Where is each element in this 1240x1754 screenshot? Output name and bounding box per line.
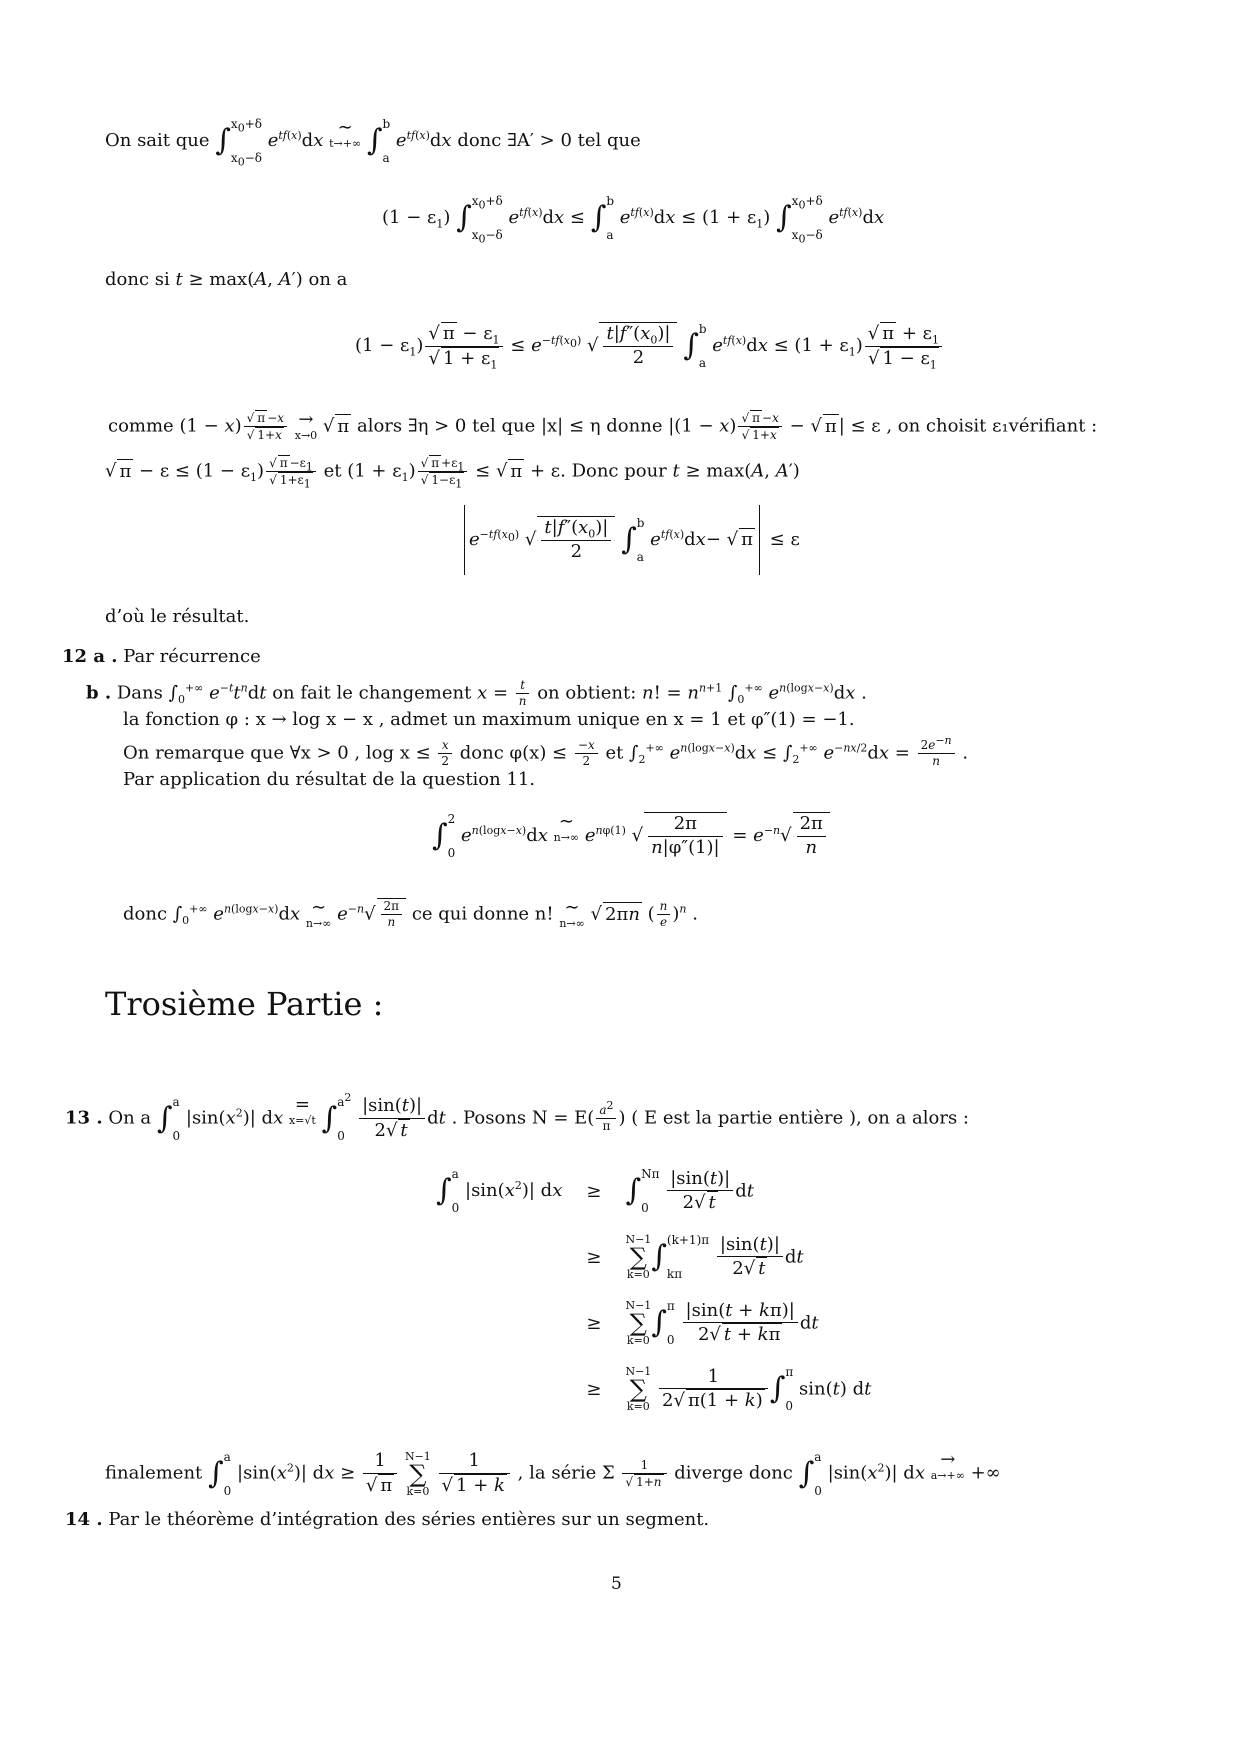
text-donc-pour: Donc pour xyxy=(571,460,667,482)
text-finalement: finalement xyxy=(105,1462,203,1484)
question-12a xyxy=(62,645,261,669)
text-la-serie: , la série Σ xyxy=(517,1462,615,1484)
text-ce-qui-donne: ce qui donne n! xyxy=(411,903,554,925)
line-stirling: donc $\int_0^{+\infty}$ $e^{n(logx-x)}dx$ ∼ n→∞ $e^{-n}√$ $\frac{2\pi}{n}$ ce qui donne n! ∼ n→∞ √ 2πn ( $\frac{n}{e}$ )$^n$ . xyxy=(123,897,698,930)
text-dans: Dans xyxy=(116,682,163,704)
display-abs-inequality: $e^{-tf(x_0)}$ √ $\frac{t|f''(x_0)|}{2}$ ∫ b a $e^{tf(x)}dx-$ √ π ≤ ε xyxy=(460,505,800,575)
text-dou-resultat: d’où le résultat. xyxy=(105,606,250,627)
line-comme: comme (1 − x) $\frac{√ \pi -x}{√ 1+x}$ → x→0 √ π alors ∃η > 0 tel que |x| ≤ η donne |(1 − x) $\frac{√ \pi -x}{√ 1+x}$ − √ π | ≤ ε , on choisit ε₁vérifiant : xyxy=(108,409,1098,442)
label-12b: b . xyxy=(86,682,112,704)
text-on-sait-que: On sait que xyxy=(105,130,210,151)
text-14: Par le théorème d’intégration des séries entières sur un segment. xyxy=(108,1509,710,1530)
display-laplace-estimate: ∫ 2 0 $e^{n(logx-x)}dx$ ∼ n→∞ $e^{n\varphi(1)}$ √ $\frac{2\pi}{n|\varphi''(1)|}$ = $e^{-n}√$ $\frac{2\pi}{n}$ xyxy=(432,812,830,859)
section-title: Trosième Partie : xyxy=(105,985,384,1023)
text-on-a-13: On a xyxy=(108,1107,152,1129)
text-par-application: Par application du résultat de la question 11. xyxy=(123,769,536,790)
label-12a: 12 a . xyxy=(62,646,118,667)
text-donc-exists: donc ∃A′ > 0 tel que xyxy=(457,130,641,151)
text-donc-si: donc si xyxy=(105,269,170,290)
text-posons: . Posons N = E( xyxy=(451,1107,595,1129)
text-on-choisit: , on choisit ε₁vérifiant : xyxy=(886,415,1098,437)
text-donc-phi: donc φ(x) ≤ xyxy=(459,742,568,764)
display-inequality-2: $(1 - \varepsilon_1)$ $\frac{√ \pi - \varepsilon_1}{√ 1 + \varepsilon_1}$ ≤ $e^{-tf(x_0)}$ √ $\frac{t|f''(x_0)|}{2}$ ∫ b a $e^{tf(x)}dx \le (1 + \varepsilon_1)$ $\frac{√ \pi + \varepsilon_1}{√ 1 - \varepsilon_1}$ xyxy=(355,322,944,370)
line-donc-si: donc si t ≥ max(A, A′) on a xyxy=(105,269,348,290)
text-la-fonction: la fonction φ : x → log x − x , admet un maximum unique en x = 1 et φ″(1) = −1. xyxy=(123,709,855,730)
line-finalement: finalement ∫ a 0 $|\sin(x^2)|$ dx ≥ $\frac{1}{√ \pi}$ N−1 ∑ k=0 $\frac{1}{√ 1 + k}$ , la série Σ $\frac{1}{√ 1+n}$ diverge donc ∫ a 0 $|\sin(x^2)|$ dx → a→+∞ +∞ xyxy=(105,1449,1001,1498)
text-on-obtient: on obtient: xyxy=(537,682,637,704)
line-on-remarque: On remarque que ∀x > 0 , log x ≤ $\frac{x}{2}$ donc φ(x) ≤ $\frac{-x}{2}$ et $\int_2^{+\infty}$ $e^{n(logx-x)}dx \le \int_2^{+\infty}$ $e^{-nx/2}dx$ = $\frac{2e^{-n}}{n}$ . xyxy=(123,734,969,768)
line-on-sait-que: On sait que ∫ $x_0+\delta$ $x_0-\delta$ $e^{tf(x)}dx$ ∼ t→+∞ ∫ b a $e^{tf(x)}dx$ donc ∃A′ > 0 tel que xyxy=(105,117,641,169)
text-12a: Par récurrence xyxy=(123,646,261,667)
text-alors-exists: alors ∃η > 0 tel que |x| ≤ η donne xyxy=(356,415,663,437)
align-row: ≥ N−1 ∑ k=0 $\frac{1}{2√ \pi(1 + k)}$ ∫ π 0 sin(t) dt xyxy=(586,1365,872,1413)
text-on-a: on a xyxy=(308,269,348,290)
text-diverge-donc: diverge donc xyxy=(674,1462,793,1484)
align-row: ≥ N−1 ∑ k=0 ∫ π 0 $\frac{|\sin(t + k\pi)|}{2√ t + k\pi}$ dt xyxy=(586,1299,819,1347)
question-12b: b . Dans $\int_0^{+\infty}$ $e^{-t}t^ndt$ on fait le changement x = $\frac{t}{n}$ on obtient: n! = $n^{n+1}$ $\int_0^{+\infty}$ $e^{n(logx-x)}dx$ . xyxy=(86,678,867,708)
text-comme: comme xyxy=(108,415,174,437)
question-13: 13 . On a ∫ a 0 $|\sin(x^2)|$ dx = x=√t ∫ $a^2$ 0 $\frac{|\sin(t)|}{2√ t}$ dt . Posons N = E( $\frac{a^2}{\pi}$ ) ( E est la partie entière ), on a alors : xyxy=(65,1090,970,1143)
aligned-inequalities xyxy=(430,1158,877,1422)
question-14 xyxy=(65,1508,709,1532)
label-14: 14 . xyxy=(65,1509,103,1530)
align-row: ≥ N−1 ∑ k=0 ∫ (k+1)π kπ $\frac{|\sin(t)|}{2√ t}$ dt xyxy=(586,1233,804,1281)
text-on-fait: on fait le changement xyxy=(272,682,472,704)
page-number: 5 xyxy=(611,1574,622,1594)
line-eps-choice: √ $\pi - \varepsilon \le (1 - \varepsilon_1)$ $\frac{√ \pi -\varepsilon_1}{√ 1+\varepsilon_1}$ et $(1 + \varepsilon_1)$ $\frac{√ \pi +\varepsilon_1}{√ 1-\varepsilon_1}$ ≤ √ π + ε. Donc pour t ≥ max(A, A′) xyxy=(105,456,800,491)
display-inequality-1: $(1 - \varepsilon_1)$ ∫ $x_0+\delta$ $x_0-\delta$ $e^{tf(x)}dx$ ≤ ∫ b a $e^{tf(x)}dx \le (1 + \varepsilon_1)$ ∫ $x_0+\delta$ $x_0-\delta$ $e^{tf(x)}dx$ xyxy=(382,194,885,246)
text-e-partie: ) ( E est la partie entière ), on a alors : xyxy=(618,1107,970,1129)
text-donc2: donc xyxy=(123,903,168,925)
label-13: 13 . xyxy=(65,1107,103,1129)
align-row: ∫ a 0 $|\sin(x^2)|$ dx ≥ ∫ Nπ 0 $\frac{|\sin(t)|}{2√ t}$ dt xyxy=(436,1167,754,1215)
text-et: et xyxy=(323,460,342,482)
text-on-remarque: On remarque que ∀x > 0 , log x ≤ xyxy=(123,742,431,764)
